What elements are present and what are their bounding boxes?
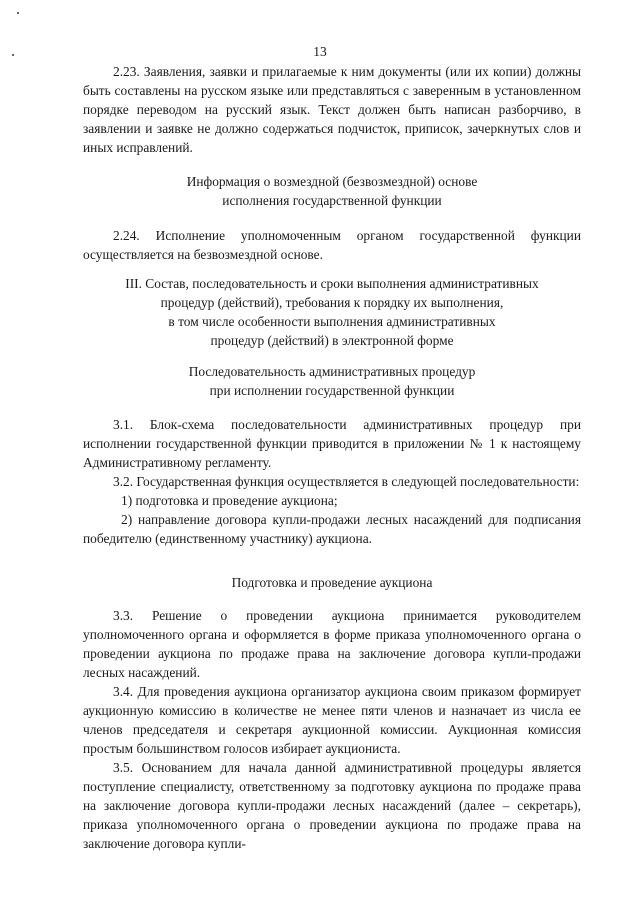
paragraph-2-23 — [83, 62, 581, 157]
paragraph-2-24 — [83, 226, 581, 264]
heading-line: III. Состав, последовательность и сроки выполнения административных — [125, 276, 539, 291]
heading-fee-basis — [83, 172, 581, 210]
paragraph-3-4: 3.4. Для проведения аукциона организатор аукциона своим приказом формирует аукционную комиссию в количестве не менее пяти членов и назначает из числа ее членов председателя и секретаря аукционной комиссии. Аукционная комиссия простым большинством голосов избирает аукциониста. — [83, 684, 581, 756]
heading-line: процедур (действий), требования к порядку их выполнения, — [160, 295, 504, 310]
heading-line: процедур (действий) в электронной форме — [210, 333, 454, 348]
page-number: 13 — [313, 44, 327, 59]
paragraph-text: 2.24. Исполнение уполномоченным органом государственной функции осуществляется на безвозмездной основе. — [83, 228, 581, 262]
heading-line: при исполнении государственной функции — [209, 383, 455, 398]
heading-auction — [83, 573, 581, 592]
paragraph-3-1: 3.1. Блок-схема последовательности административных процедур при исполнении государственной функции приводится в приложении № 1 к настоящему Административному регламенту. — [83, 417, 581, 470]
heading-line: Подготовка и проведение аукциона — [231, 575, 433, 590]
heading-line: Информация о возмездной (безвозмездной) основе — [186, 174, 478, 189]
list-item: 2) направление договора купли-продажи лесных насаждений для подписания победителю (единственному участнику) аукциона. — [83, 512, 581, 546]
heading-sequence — [83, 362, 581, 400]
paragraphs-3-1-3-2 — [83, 415, 581, 548]
scan-speck — [17, 12, 19, 14]
heading-section-3 — [83, 274, 581, 350]
heading-line: Последовательность административных процедур — [188, 364, 476, 379]
paragraphs-3-3-3-5 — [83, 606, 581, 853]
paragraph-3-5: 3.5. Основанием для начала данной административной процедуры является поступление специалисту, ответственному за подготовку аукциона по продаже права на заключение договора купли-продажи лесных насаждений (далее – секретарь), приказа уполномоченного органа о проведении аукциона по продаже права на заключение договора купли- — [83, 760, 581, 851]
list-item: 1) подготовка и проведение аукциона; — [121, 493, 338, 508]
paragraph-3-2: 3.2. Государственная функция осуществляется в следующей последовательности: — [113, 474, 580, 489]
heading-line: в том числе особенности выполнения административных — [168, 314, 496, 329]
paragraph-3-3: 3.3. Решение о проведении аукциона принимается руководителем уполномоченного органа и оформляется в форме приказа уполномоченного органа о проведении аукциона по продаже права на заключение договора купли-продажи лесных насаждений. — [83, 608, 581, 680]
paragraph-text: 2.23. Заявления, заявки и прилагаемые к ним документы (или их копии) должны быть составлены на русском языке или представляться с заверенным в установленном порядке переводом на русский язык. Текст должен быть написан разборчиво, в заявлении и заявке не должно содержаться подчисток, приписок, зачеркнутых слов и иных исправлений. — [83, 64, 581, 155]
heading-line: исполнения государственной функции — [222, 193, 442, 208]
